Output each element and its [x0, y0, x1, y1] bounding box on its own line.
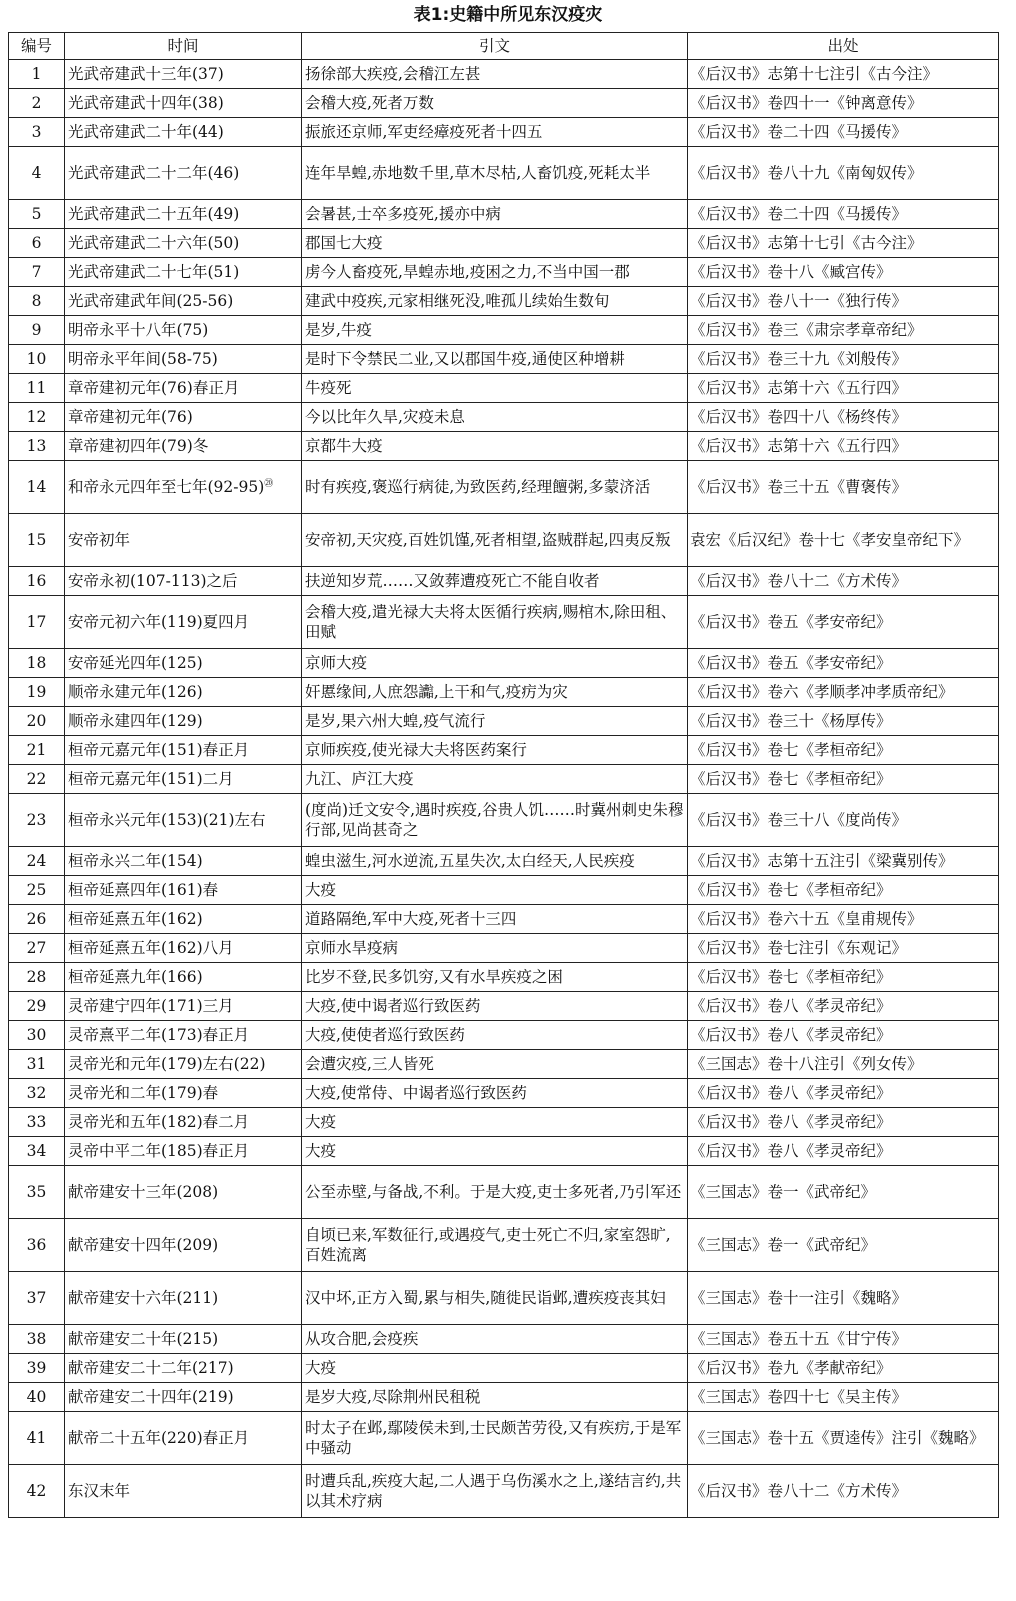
row-source: 《三国志》卷一《武帝纪》 [688, 1219, 999, 1272]
row-quote: 大疫 [302, 876, 688, 905]
row-time: 安帝元初六年(119)夏四月 [65, 596, 302, 649]
table-row [9, 1021, 999, 1050]
row-quote: 大疫 [302, 1108, 688, 1137]
row-time: 桓帝元嘉元年(151)二月 [65, 765, 302, 794]
row-time: 光武帝建武二十年(44) [65, 118, 302, 147]
row-quote: 是岁,果六州大蝗,疫气流行 [302, 707, 688, 736]
table-row [9, 229, 999, 258]
row-number: 5 [9, 200, 65, 229]
row-number: 24 [9, 847, 65, 876]
row-source: 《后汉书》卷五《孝安帝纪》 [688, 649, 999, 678]
row-quote: 郡国七大疫 [302, 229, 688, 258]
table-body [9, 60, 999, 1518]
table-row [9, 794, 999, 847]
table-row [9, 258, 999, 287]
row-source: 《后汉书》卷六十五《皇甫规传》 [688, 905, 999, 934]
row-source: 《后汉书》志第十七引《古今注》 [688, 229, 999, 258]
row-quote: 京师水旱疫病 [302, 934, 688, 963]
row-time: 章帝建初元年(76)春正月 [65, 374, 302, 403]
row-quote: 京师大疫 [302, 649, 688, 678]
table-row [9, 567, 999, 596]
row-number: 27 [9, 934, 65, 963]
row-number: 22 [9, 765, 65, 794]
row-number: 14 [9, 461, 65, 514]
row-time: 献帝二十五年(220)春正月 [65, 1412, 302, 1465]
row-source: 袁宏《后汉纪》卷十七《孝安皇帝纪下》 [688, 514, 999, 567]
row-quote: 会稽大疫,遣光禄大夫将太医循行疾病,赐棺木,除田租、田赋 [302, 596, 688, 649]
row-source: 《后汉书》卷八十二《方术传》 [688, 567, 999, 596]
table-row [9, 736, 999, 765]
row-number: 40 [9, 1383, 65, 1412]
table-row [9, 403, 999, 432]
row-time: 献帝建安十六年(211) [65, 1272, 302, 1325]
table-row [9, 1137, 999, 1166]
row-time: 章帝建初元年(76) [65, 403, 302, 432]
row-quote: 大疫,使常侍、中谒者巡行致医药 [302, 1079, 688, 1108]
row-quote: 是岁,牛疫 [302, 316, 688, 345]
row-source: 《后汉书》卷八《孝灵帝纪》 [688, 1137, 999, 1166]
row-source: 《后汉书》卷二十四《马援传》 [688, 118, 999, 147]
header-number: 编号 [9, 33, 65, 60]
row-number: 6 [9, 229, 65, 258]
row-quote: 九江、庐江大疫 [302, 765, 688, 794]
row-source: 《后汉书》卷八十二《方术传》 [688, 1465, 999, 1518]
row-quote: 道路隔绝,军中大疫,死者十三四 [302, 905, 688, 934]
row-quote: 会暑甚,士卒多疫死,援亦中病 [302, 200, 688, 229]
row-quote: 安帝初,天灾疫,百姓饥馑,死者相望,盗贼群起,四夷反叛 [302, 514, 688, 567]
row-source: 《后汉书》卷八《孝灵帝纪》 [688, 1108, 999, 1137]
row-number: 7 [9, 258, 65, 287]
table-row [9, 461, 999, 514]
row-quote: 虏今人畜疫死,旱蝗赤地,疫困之力,不当中国一郡 [302, 258, 688, 287]
table-row [9, 147, 999, 200]
row-quote: 时太子在邺,鄢陵侯未到,士民颇苦劳役,又有疾疠,于是军中骚动 [302, 1412, 688, 1465]
row-number: 39 [9, 1354, 65, 1383]
row-source: 《后汉书》卷三《肃宗孝章帝纪》 [688, 316, 999, 345]
row-source: 《后汉书》卷四十八《杨终传》 [688, 403, 999, 432]
row-number: 12 [9, 403, 65, 432]
row-time: 献帝建安十四年(209) [65, 1219, 302, 1272]
table-row [9, 963, 999, 992]
row-number: 38 [9, 1325, 65, 1354]
row-quote: 今以比年久旱,灾疫未息 [302, 403, 688, 432]
table-row [9, 432, 999, 461]
row-time: 灵帝光和五年(182)春二月 [65, 1108, 302, 1137]
table-row [9, 876, 999, 905]
row-quote: 从攻合肥,会疫疾 [302, 1325, 688, 1354]
row-number: 21 [9, 736, 65, 765]
row-number: 41 [9, 1412, 65, 1465]
table-row [9, 287, 999, 316]
table-row [9, 118, 999, 147]
row-time: 灵帝建宁四年(171)三月 [65, 992, 302, 1021]
row-time: 光武帝建武十四年(38) [65, 89, 302, 118]
row-number: 1 [9, 60, 65, 89]
row-number: 36 [9, 1219, 65, 1272]
row-number: 37 [9, 1272, 65, 1325]
row-source: 《后汉书》卷八《孝灵帝纪》 [688, 992, 999, 1021]
row-time: 明帝永平十八年(75) [65, 316, 302, 345]
row-number: 32 [9, 1079, 65, 1108]
row-source: 《三国志》卷十五《贾逵传》注引《魏略》 [688, 1412, 999, 1465]
row-quote: 大疫 [302, 1354, 688, 1383]
table-row [9, 707, 999, 736]
row-quote: 大疫,使中谒者巡行致医药 [302, 992, 688, 1021]
row-number: 3 [9, 118, 65, 147]
table-row [9, 1050, 999, 1079]
row-time: 安帝延光四年(125) [65, 649, 302, 678]
table-row [9, 678, 999, 707]
footnote-marker: ⑳ [264, 478, 274, 489]
table-row [9, 89, 999, 118]
row-number: 26 [9, 905, 65, 934]
header-quote: 引文 [302, 33, 688, 60]
table-row [9, 847, 999, 876]
row-number: 23 [9, 794, 65, 847]
table-row [9, 905, 999, 934]
row-source: 《三国志》卷十八注引《列女传》 [688, 1050, 999, 1079]
row-number: 8 [9, 287, 65, 316]
row-time: 安帝初年 [65, 514, 302, 567]
table-row [9, 374, 999, 403]
row-number: 19 [9, 678, 65, 707]
row-quote: 是岁大疫,尽除荆州民租税 [302, 1383, 688, 1412]
row-number: 10 [9, 345, 65, 374]
table-row [9, 1272, 999, 1325]
row-number: 15 [9, 514, 65, 567]
row-quote: 大疫,使使者巡行致医药 [302, 1021, 688, 1050]
table-row [9, 992, 999, 1021]
row-number: 42 [9, 1465, 65, 1518]
row-number: 4 [9, 147, 65, 200]
row-source: 《后汉书》卷十八《臧宫传》 [688, 258, 999, 287]
row-number: 20 [9, 707, 65, 736]
row-number: 16 [9, 567, 65, 596]
table-row [9, 1412, 999, 1465]
row-time: 桓帝永兴二年(154) [65, 847, 302, 876]
table-row [9, 1383, 999, 1412]
table-row [9, 1465, 999, 1518]
table-row [9, 1354, 999, 1383]
row-source: 《三国志》卷十一注引《魏略》 [688, 1272, 999, 1325]
row-source: 《后汉书》卷六《孝顺孝冲孝质帝纪》 [688, 678, 999, 707]
row-number: 25 [9, 876, 65, 905]
table-row [9, 316, 999, 345]
table-row [9, 60, 999, 89]
row-source: 《后汉书》卷三十《杨厚传》 [688, 707, 999, 736]
row-source: 《后汉书》志第十五注引《梁冀别传》 [688, 847, 999, 876]
table-row [9, 1325, 999, 1354]
row-quote: 建武中疫疾,元家相继死没,唯孤儿续始生数旬 [302, 287, 688, 316]
row-source: 《后汉书》卷二十四《马援传》 [688, 200, 999, 229]
row-quote: 会遭灾疫,三人皆死 [302, 1050, 688, 1079]
row-time: 灵帝熹平二年(173)春正月 [65, 1021, 302, 1050]
row-time: 光武帝建武二十二年(46) [65, 147, 302, 200]
row-source: 《后汉书》卷八十一《独行传》 [688, 287, 999, 316]
row-source: 《后汉书》卷七《孝桓帝纪》 [688, 736, 999, 765]
row-number: 31 [9, 1050, 65, 1079]
table-row [9, 200, 999, 229]
table-row [9, 514, 999, 567]
row-source: 《后汉书》卷七《孝桓帝纪》 [688, 876, 999, 905]
row-number: 9 [9, 316, 65, 345]
row-time: 桓帝延熹五年(162)八月 [65, 934, 302, 963]
row-time: 桓帝永兴元年(153)(21)左右 [65, 794, 302, 847]
row-time: 献帝建安二十年(215) [65, 1325, 302, 1354]
row-number: 28 [9, 963, 65, 992]
table-row [9, 1108, 999, 1137]
row-quote: 汉中坏,正方入蜀,累与相失,随徙民诣邺,遭疾疫丧其妇 [302, 1272, 688, 1325]
row-source: 《后汉书》志第十七注引《古今注》 [688, 60, 999, 89]
row-time: 光武帝建武二十七年(51) [65, 258, 302, 287]
row-time: 献帝建安十三年(208) [65, 1166, 302, 1219]
row-source: 《后汉书》卷八《孝灵帝纪》 [688, 1021, 999, 1050]
header-row [9, 33, 999, 60]
table-row [9, 1166, 999, 1219]
row-source: 《后汉书》卷七《孝桓帝纪》 [688, 963, 999, 992]
row-time: 光武帝建武十三年(37) [65, 60, 302, 89]
table-row [9, 596, 999, 649]
row-quote: 蝗虫滋生,河水逆流,五星失次,太白经天,人民疾疫 [302, 847, 688, 876]
row-time: 献帝建安二十二年(217) [65, 1354, 302, 1383]
row-source: 《三国志》卷一《武帝纪》 [688, 1166, 999, 1219]
row-source: 《后汉书》卷三十八《度尚传》 [688, 794, 999, 847]
header-time: 时间 [65, 33, 302, 60]
row-number: 13 [9, 432, 65, 461]
row-number: 18 [9, 649, 65, 678]
table-title: 表1:史籍中所见东汉疫灾 [413, 5, 603, 25]
row-quote: 扬徐部大疾疫,会稽江左甚 [302, 60, 688, 89]
row-quote: 时有疾疫,褒巡行病徒,为致医药,经理饘粥,多蒙济活 [302, 461, 688, 514]
row-time: 明帝永平年间(58-75) [65, 345, 302, 374]
row-time: 桓帝延熹五年(162) [65, 905, 302, 934]
row-source: 《三国志》卷四十七《吴主传》 [688, 1383, 999, 1412]
row-number: 2 [9, 89, 65, 118]
table-row [9, 345, 999, 374]
row-number: 11 [9, 374, 65, 403]
row-number: 33 [9, 1108, 65, 1137]
row-source: 《后汉书》志第十六《五行四》 [688, 432, 999, 461]
table-row [9, 1219, 999, 1272]
row-time: 桓帝元嘉元年(151)春正月 [65, 736, 302, 765]
row-quote: 大疫 [302, 1137, 688, 1166]
row-time: 光武帝建武二十五年(49) [65, 200, 302, 229]
table-row [9, 765, 999, 794]
row-source: 《后汉书》卷七注引《东观记》 [688, 934, 999, 963]
row-quote: 比岁不登,民多饥穷,又有水旱疾疫之困 [302, 963, 688, 992]
row-quote: 京都牛大疫 [302, 432, 688, 461]
row-time: 顺帝永建四年(129) [65, 707, 302, 736]
row-time: 章帝建初四年(79)冬 [65, 432, 302, 461]
row-time: 献帝建安二十四年(219) [65, 1383, 302, 1412]
row-time: 桓帝延熹九年(166) [65, 963, 302, 992]
row-source: 《后汉书》卷九《孝献帝纪》 [688, 1354, 999, 1383]
row-time: 灵帝光和二年(179)春 [65, 1079, 302, 1108]
row-source: 《后汉书》卷七《孝桓帝纪》 [688, 765, 999, 794]
row-time: 东汉末年 [65, 1465, 302, 1518]
row-number: 35 [9, 1166, 65, 1219]
row-quote: (度尚)迁文安令,遇时疾疫,谷贵人饥……时冀州刺史朱穆行部,见尚甚奇之 [302, 794, 688, 847]
row-source: 《后汉书》志第十六《五行四》 [688, 374, 999, 403]
row-time: 灵帝光和元年(179)左右(22) [65, 1050, 302, 1079]
row-time: 和帝永元四年至七年(92-95)⑳ [65, 461, 302, 514]
row-source: 《后汉书》卷八《孝灵帝纪》 [688, 1079, 999, 1108]
row-number: 34 [9, 1137, 65, 1166]
row-quote: 京师疾疫,使光禄大夫将医药案行 [302, 736, 688, 765]
row-quote: 自顷已来,军数征行,或遇疫气,吏士死亡不归,家室怨旷,百姓流离 [302, 1219, 688, 1272]
row-source: 《后汉书》卷四十一《钟离意传》 [688, 89, 999, 118]
row-number: 17 [9, 596, 65, 649]
table-row [9, 934, 999, 963]
row-quote: 振旅还京师,军吏经瘴疫死者十四五 [302, 118, 688, 147]
row-time: 光武帝建武二十六年(50) [65, 229, 302, 258]
table-row [9, 649, 999, 678]
row-quote: 扶逆知岁荒……又敛葬遭疫死亡不能自收者 [302, 567, 688, 596]
row-time: 光武帝建武年间(25-56) [65, 287, 302, 316]
row-time: 顺帝永建元年(126) [65, 678, 302, 707]
row-quote: 连年旱蝗,赤地数千里,草木尽枯,人畜饥疫,死耗太半 [302, 147, 688, 200]
row-quote: 公至赤壁,与备战,不利。于是大疫,吏士多死者,乃引军还 [302, 1166, 688, 1219]
table-row [9, 1079, 999, 1108]
row-quote: 时遭兵乱,疾疫大起,二人遇于乌伤溪水之上,遂结言约,共以其术疗病 [302, 1465, 688, 1518]
row-source: 《后汉书》卷五《孝安帝纪》 [688, 596, 999, 649]
row-source: 《三国志》卷五十五《甘宁传》 [688, 1325, 999, 1354]
epidemic-table [8, 32, 999, 1518]
header-source: 出处 [688, 33, 999, 60]
row-quote: 会稽大疫,死者万数 [302, 89, 688, 118]
row-number: 29 [9, 992, 65, 1021]
row-number: 30 [9, 1021, 65, 1050]
row-source: 《后汉书》卷三十九《刘般传》 [688, 345, 999, 374]
row-quote: 牛疫死 [302, 374, 688, 403]
row-source: 《后汉书》卷三十五《曹褒传》 [688, 461, 999, 514]
row-time: 灵帝中平二年(185)春正月 [65, 1137, 302, 1166]
row-time: 桓帝延熹四年(161)春 [65, 876, 302, 905]
row-quote: 奸慝缘间,人庶怨讟,上干和气,疫疠为灾 [302, 678, 688, 707]
row-quote: 是时下令禁民二业,又以郡国牛疫,通使区种增耕 [302, 345, 688, 374]
row-time: 安帝永初(107-113)之后 [65, 567, 302, 596]
row-source: 《后汉书》卷八十九《南匈奴传》 [688, 147, 999, 200]
